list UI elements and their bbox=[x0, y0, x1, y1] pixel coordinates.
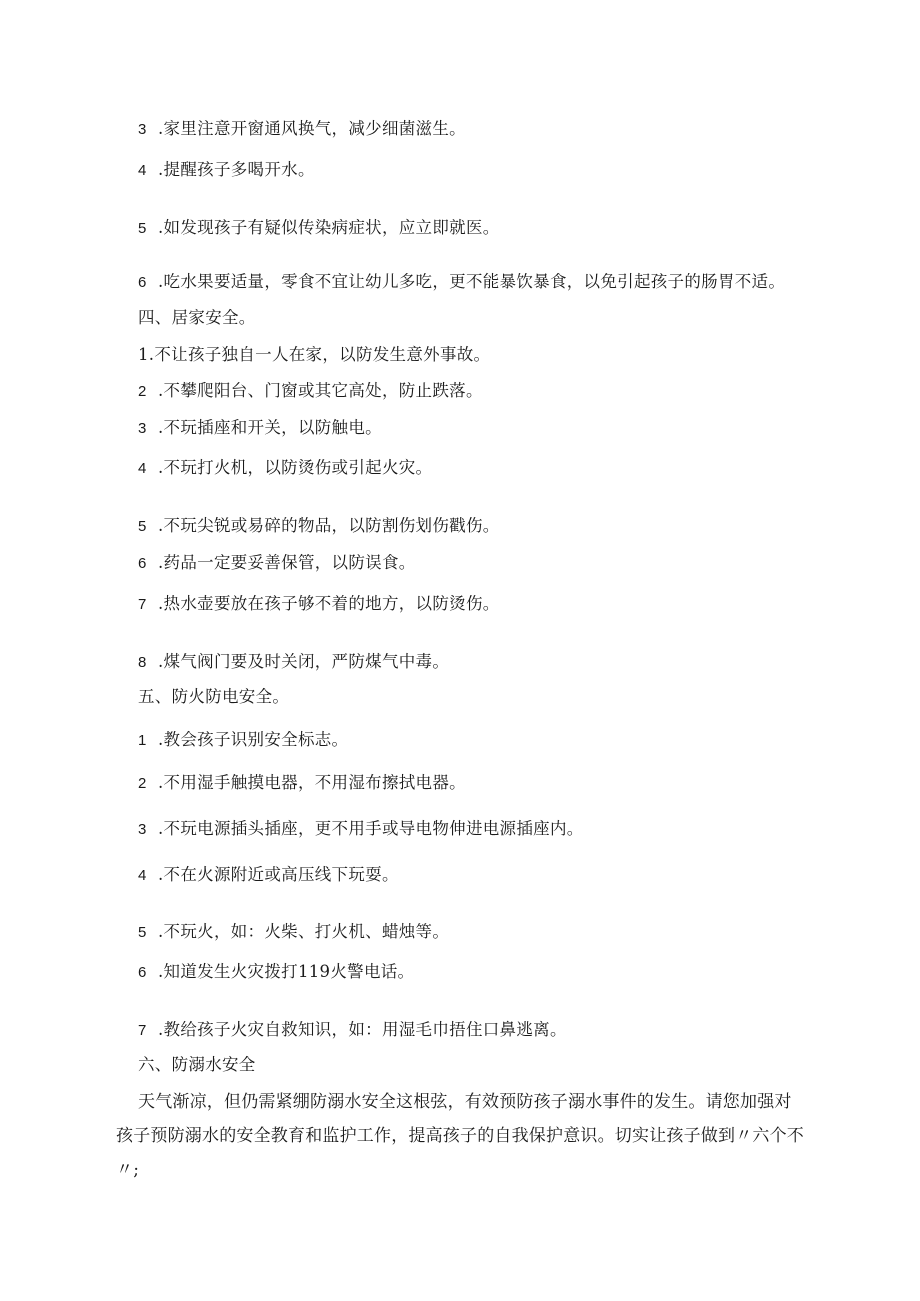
list-item bbox=[138, 417, 382, 440]
item-number: 5 bbox=[138, 518, 147, 535]
item-number: 3 bbox=[138, 821, 147, 838]
list-item bbox=[138, 921, 449, 944]
item-number: 6 bbox=[138, 555, 147, 572]
item-number: 5 bbox=[138, 924, 147, 941]
list-item bbox=[138, 217, 500, 240]
item-text: .煤气阀门要及时关闭，严防煤气中毒。 bbox=[158, 652, 450, 671]
item-text: .不攀爬阳台、门窗或其它高处，防止跌落。 bbox=[158, 381, 483, 400]
list-item bbox=[138, 515, 500, 538]
drowning-prevention-paragraph bbox=[116, 1085, 806, 1187]
paragraph-text: 天气渐凉，但仍需紧绷防溺水安全这根弦，有效预防孩子溺水事件的发生。请您加强对孩子预防溺水的安全教育和监护工作，提高孩子的自我保护意识。切实让孩子做到〃六个不〃; bbox=[116, 1092, 804, 1180]
item-number: 4 bbox=[138, 162, 147, 179]
item-number: 4 bbox=[138, 460, 147, 477]
item-number: 7 bbox=[138, 596, 147, 613]
list-item bbox=[138, 118, 466, 141]
item-text: .教给孩子火灾自救知识，如：用湿毛巾捂住口鼻逃离。 bbox=[158, 1020, 567, 1039]
item-number: 5 bbox=[138, 220, 147, 237]
item-text: .教会孩子识别安全标志。 bbox=[158, 730, 349, 749]
item-number: 4 bbox=[138, 867, 147, 884]
list-item bbox=[138, 380, 483, 403]
item-number: 8 bbox=[138, 654, 147, 671]
item-number: 2 bbox=[138, 383, 147, 400]
section-heading-home-safety: 四、居家安全。 bbox=[138, 308, 256, 327]
item-text: .不用湿手触摸电器，不用湿布擦拭电器。 bbox=[158, 773, 466, 792]
list-item bbox=[138, 864, 399, 887]
item-number: 6 bbox=[138, 964, 147, 981]
list-item bbox=[138, 271, 785, 294]
list-item: 1.不让孩子独自一人在家，以防发生意外事故。 bbox=[138, 345, 491, 364]
list-item bbox=[138, 772, 466, 795]
list-item bbox=[138, 651, 449, 674]
item-text: .不玩打火机，以防烫伤或引起火灾。 bbox=[158, 458, 433, 477]
item-text: .不玩尖锐或易碎的物品，以防割伤划伤戳伤。 bbox=[158, 516, 500, 535]
item-text: .不玩火，如：火柴、打火机、蜡烛等。 bbox=[158, 922, 450, 941]
item-text: .吃水果要适量，零食不宜让幼儿多吃，更不能暴饮暴食，以免引起孩子的肠胃不适。 bbox=[158, 272, 786, 291]
item-text: .知道发生火灾拨打119火警电话。 bbox=[158, 962, 415, 981]
list-item bbox=[138, 552, 416, 575]
list-item bbox=[138, 593, 500, 616]
list-item bbox=[138, 961, 414, 984]
item-number: 3 bbox=[138, 420, 147, 437]
item-text: .不在火源附近或高压线下玩耍。 bbox=[158, 865, 399, 884]
item-text: .提醒孩子多喝开水。 bbox=[158, 160, 315, 179]
item-number: 7 bbox=[138, 1022, 147, 1039]
item-number: 3 bbox=[138, 121, 147, 138]
list-item bbox=[138, 818, 584, 841]
item-text: .药品一定要妥善保管，以防误食。 bbox=[158, 553, 416, 572]
list-item bbox=[138, 1019, 567, 1042]
item-text: .家里注意开窗通风换气，减少细菌滋生。 bbox=[158, 119, 466, 138]
item-number: 6 bbox=[138, 274, 147, 291]
item-number: 1 bbox=[138, 732, 147, 749]
list-item bbox=[138, 159, 315, 182]
section-heading-fire-electric-safety: 五、防火防电安全。 bbox=[138, 687, 290, 706]
item-text: .不玩插座和开关，以防触电。 bbox=[158, 418, 382, 437]
item-text: .不玩电源插头插座，更不用手或导电物伸进电源插座内。 bbox=[158, 819, 584, 838]
item-number: 2 bbox=[138, 775, 147, 792]
list-item bbox=[138, 729, 348, 752]
item-text: .热水壶要放在孩子够不着的地方，以防烫伤。 bbox=[158, 594, 500, 613]
item-text: .如发现孩子有疑似传染病症状，应立即就医。 bbox=[158, 218, 500, 237]
section-heading-drowning-prevention: 六、防溺水安全 bbox=[138, 1055, 256, 1074]
list-item bbox=[138, 457, 432, 480]
